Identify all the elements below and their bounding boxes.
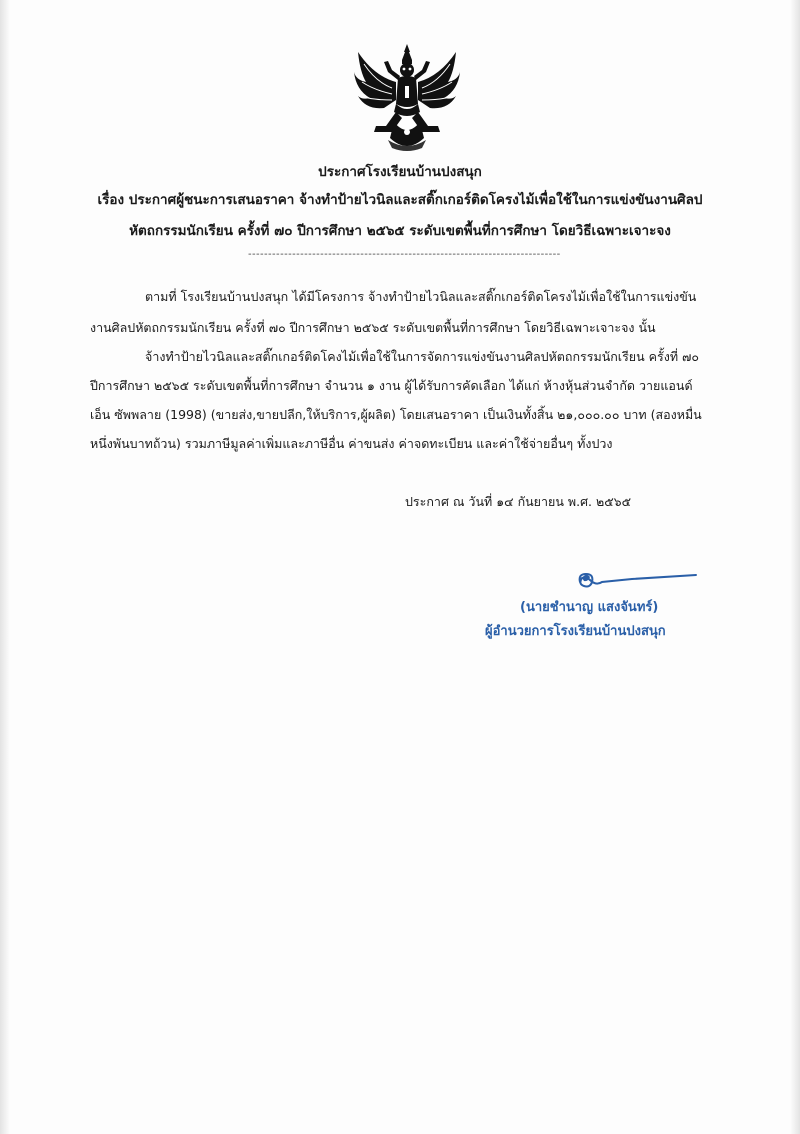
signatory-name: (นายชำนาญ แสงจันทร์) — [520, 600, 659, 615]
paragraph-2-line-4: หนึ่งพันบาทถ้วน) รวมภาษีมูลค่าเพิ่มและภาษีอื่น ค่าขนส่ง ค่าจดทะเบียน และค่าใช้จ่ายอื่นๆ ทั้งปวง — [90, 436, 613, 451]
separator-line: ------------------------------------------------------------------------------ — [248, 249, 561, 260]
subject-line-2: หัตถกรรมนักเรียน ครั้งที่ ๗๐ ปีการศึกษา ๒๕๖๕ ระดับเขตพื้นที่การศึกษา โดยวิธีเฉพาะเจาะจง — [129, 223, 671, 239]
paragraph-1-line-1: ตามที่ โรงเรียนบ้านปงสนุก ได้มีโครงการ จ้างทำป้ายไวนิลและสติ๊กเกอร์ติดโครงไม้เพื่อใช้ในการแข่งขัน — [145, 289, 697, 304]
paragraph-2-line-3: เอ็น ซัพพลาย (1998) (ขายส่ง,ขายปลีก,ให้บริการ,ผู้ผลิต) โดยเสนอราคา เป็นเงินทั้งสิ้น ๒๑,๐๐๐.๐๐ บาท (สองหมื่น — [90, 407, 702, 422]
page-edge-right — [790, 0, 800, 1134]
paragraph-1-line-2: งานศิลปหัตถกรรมนักเรียน ครั้งที่ ๗๐ ปีการศึกษา ๒๕๖๕ ระดับเขตพื้นที่การศึกษา โดยวิธีเฉพาะเจาะจง นั้น — [90, 320, 656, 335]
announcement-date: ประกาศ ณ วันที่ ๑๔ กันยายน พ.ศ. ๒๕๖๕ — [405, 494, 632, 509]
paragraph-2-line-2: ปีการศึกษา ๒๕๖๕ ระดับเขตพื้นที่การศึกษา จำนวน ๑ งาน ผู้ได้รับการคัดเลือก ได้แก่ ห้างหุ้นส่วนจำกัด วายแอนด์ — [90, 378, 693, 393]
document-title: ประกาศโรงเรียนบ้านปงสนุก — [318, 164, 482, 180]
paragraph-2-line-1: จ้างทำป้ายไวนิลและสติ๊กเกอร์ติดโคงไม้เพื่อใช้ในการจัดการแข่งขันงานศิลปหัตถกรรมนักเรียน ครั้งที่ ๗๐ — [145, 349, 700, 364]
garuda-emblem-icon — [352, 42, 462, 154]
page-edge-left — [0, 0, 10, 1134]
signatory-position: ผู้อำนวยการโรงเรียนบ้านปงสนุก — [485, 624, 666, 639]
signature-mark — [572, 568, 700, 596]
subject-line-1: เรื่อง ประกาศผู้ชนะการเสนอราคา จ้างทำป้ายไวนิลและสติ๊กเกอร์ติดโครงไม้เพื่อใช้ในการแข่งขันงานศิลป — [97, 192, 703, 208]
